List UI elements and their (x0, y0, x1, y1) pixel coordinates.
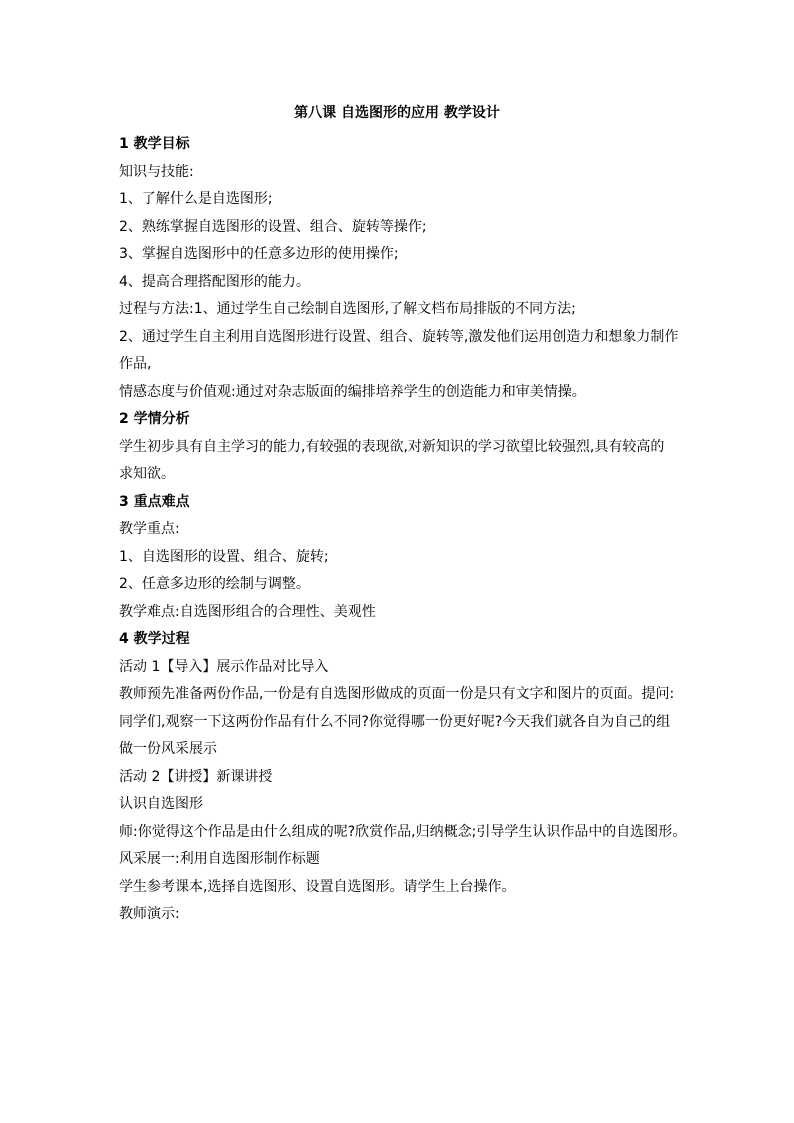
text-line: 同学们,观察一下这两份作品有什么不同?你觉得哪一份更好呢?今天我们就各自为自己的组 (119, 713, 671, 730)
text-line: 教师演示: (119, 906, 180, 922)
text-line: 4、提高合理搭配图形的能力。 (119, 273, 310, 290)
text-line: 2、任意多边形的绘制与调整。 (119, 576, 310, 592)
text-line: 教师预先准备两份作品,一份是有自选图形做成的页面一份是只有文字和图片的页面。提问: (119, 686, 675, 702)
text-line: 活动 2【讲授】新课讲授 (119, 768, 273, 785)
section-heading: 2 学情分析 (119, 411, 190, 427)
text-line: 情感态度与价值观:通过对杂志版面的编排培养学生的创造能力和审美情操。 (119, 383, 586, 400)
text-line: 师:你觉得这个作品是由什么组成的呢?欣赏作品,归纳概念;引导学生认识作品中的自选图形。 (119, 823, 687, 840)
section-heading: 3 重点难点 (119, 493, 190, 510)
text-line: 教学难点:自选图形组合的合理性、美观性 (119, 603, 376, 620)
text-line: 2、通过学生自主利用自选图形进行设置、组合、旋转等,激发他们运用创造力和想象力制作 (119, 328, 679, 345)
text-line: 3、掌握自选图形中的任意多边形的使用操作; (119, 246, 399, 262)
text-line: 知识与技能: (119, 163, 194, 180)
section-heading: 4 教学过程 (119, 631, 190, 647)
text-line: 1、了解什么是自选图形; (119, 191, 273, 207)
text-line: 做一份风采展示 (119, 741, 217, 757)
text-line: 学生参考课本,选择自选图形、设置自选图形。请学生上台操作。 (119, 878, 516, 895)
text-line: 活动 1【导入】展示作品对比导入 (119, 658, 329, 675)
text-line: 作品, (119, 356, 152, 372)
text-line: 过程与方法:1、通过学生自己绘制自选图形,了解文档布局排版的不同方法; (119, 301, 576, 317)
text-line: 求知欲。 (119, 466, 175, 482)
section-heading: 1 教学目标 (119, 136, 190, 152)
text-line: 风采展一:利用自选图形制作标题 (119, 851, 320, 867)
text-line: 2、熟练掌握自选图形的设置、组合、旋转等操作; (119, 218, 427, 235)
text-line: 1、自选图形的设置、组合、旋转; (119, 548, 329, 565)
document-body (119, 131, 687, 929)
text-line: 教学重点: (119, 521, 180, 537)
page-title: 第八课 自选图形的应用 教学设计 (294, 105, 500, 121)
text-line: 学生初步具有自主学习的能力,有较强的表现欲,对新知识的学习欲望比较强烈,具有较高的 (119, 438, 665, 455)
text-line: 认识自选图形 (119, 796, 203, 812)
